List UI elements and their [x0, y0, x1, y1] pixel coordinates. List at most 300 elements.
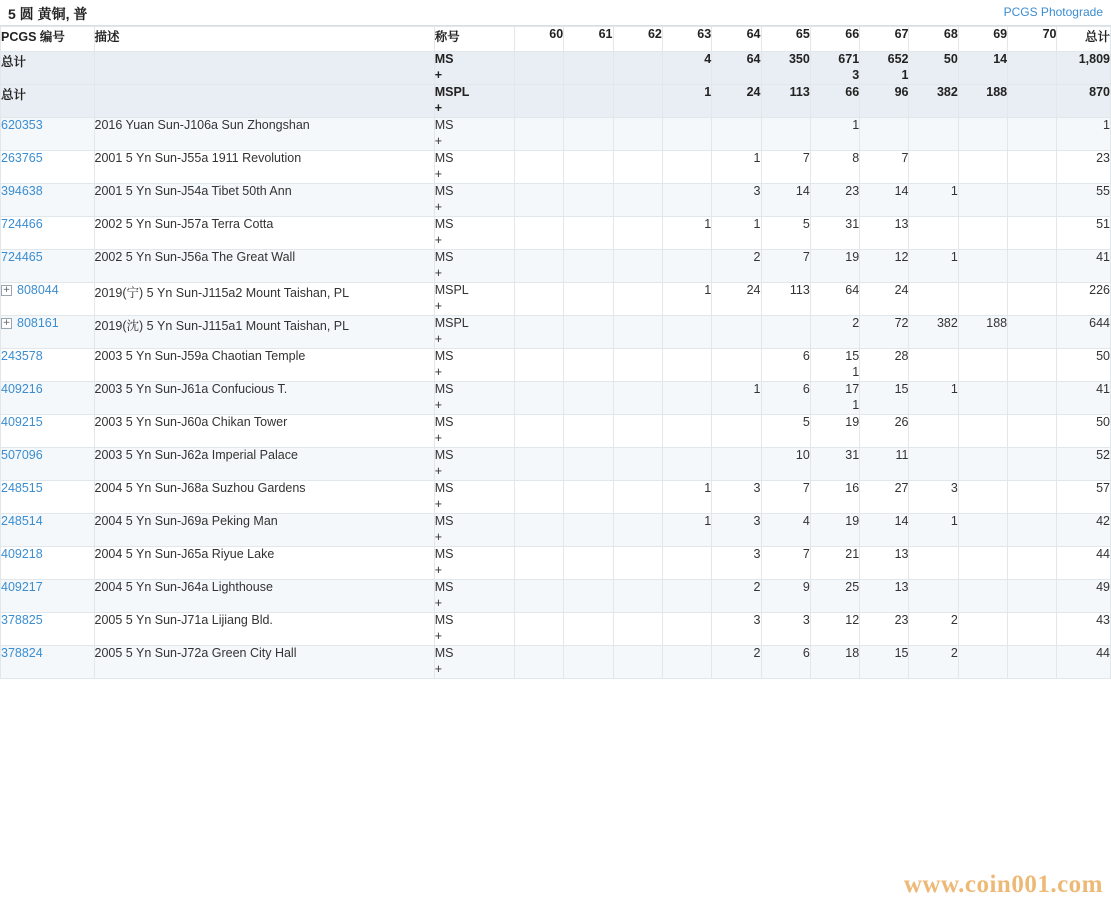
- cell-grade-68: [909, 448, 958, 481]
- column-header-description[interactable]: 描述: [94, 27, 434, 52]
- table-row[interactable]: [1, 415, 1111, 448]
- cell-grade-65: 6: [761, 382, 810, 415]
- pcgs-number-link[interactable]: 409216: [1, 382, 43, 396]
- cell-grade-68: 1: [909, 514, 958, 547]
- cell-pcgs-number: 总计: [1, 85, 95, 118]
- cell-grade-64: 3: [712, 613, 761, 646]
- cell-grade-64: [712, 316, 761, 349]
- column-header-67[interactable]: 67: [860, 27, 909, 52]
- cell-grade-62: [613, 184, 662, 217]
- column-header-68[interactable]: 68: [909, 27, 958, 52]
- cell-grade-66: 2: [810, 316, 859, 349]
- column-header-pcgs-number[interactable]: PCGS 编号: [1, 27, 95, 52]
- cell-grade-66: 8: [810, 151, 859, 184]
- column-header-total[interactable]: 总计: [1057, 27, 1111, 52]
- cell-grade-60: [514, 349, 563, 382]
- cell-total: 23: [1057, 151, 1111, 184]
- cell-grade-70: [1008, 283, 1057, 316]
- pcgs-number-link[interactable]: 507096: [1, 448, 43, 462]
- cell-grade-66: 19: [810, 415, 859, 448]
- cell-grade-60: [514, 283, 563, 316]
- cell-grade-66: 12: [810, 613, 859, 646]
- table-row[interactable]: [1, 250, 1111, 283]
- cell-grade-67: 7: [860, 151, 909, 184]
- cell-grade-66: 15 1: [810, 349, 859, 382]
- cell-grade-68: [909, 547, 958, 580]
- cell-grade-65: 9: [761, 580, 810, 613]
- cell-grade-61: [564, 349, 613, 382]
- pcgs-number-link[interactable]: 263765: [1, 151, 43, 165]
- cell-grade-67: 26: [860, 415, 909, 448]
- cell-grade-67: 24: [860, 283, 909, 316]
- cell-grade-61: [564, 481, 613, 514]
- cell-grade-67: 13: [860, 217, 909, 250]
- cell-pcgs-number: [1, 580, 95, 613]
- cell-grade-63: 1: [662, 514, 711, 547]
- cell-grade-64: 64: [712, 52, 761, 85]
- cell-grade-70: [1008, 250, 1057, 283]
- cell-grade-60: [514, 184, 563, 217]
- cell-grade-69: [958, 481, 1007, 514]
- cell-grade-60: [514, 217, 563, 250]
- cell-grade-70: [1008, 151, 1057, 184]
- cell-total: 1: [1057, 118, 1111, 151]
- pcgs-number-link[interactable]: 248514: [1, 514, 43, 528]
- cell-grade-65: 7: [761, 151, 810, 184]
- cell-grade-65: 350: [761, 52, 810, 85]
- cell-grade-63: 1: [662, 217, 711, 250]
- cell-grade-63: [662, 382, 711, 415]
- cell-designation: MS +: [434, 52, 514, 85]
- cell-grade-62: [613, 514, 662, 547]
- table-row[interactable]: [1, 580, 1111, 613]
- cell-designation: MSPL +: [434, 85, 514, 118]
- column-header-70[interactable]: 70: [1008, 27, 1057, 52]
- cell-total: 870: [1057, 85, 1111, 118]
- cell-grade-67: 11: [860, 448, 909, 481]
- table-header-row: [1, 27, 1111, 52]
- pcgs-number-link[interactable]: 248515: [1, 481, 43, 495]
- cell-grade-67: 652 1: [860, 52, 909, 85]
- cell-grade-69: [958, 283, 1007, 316]
- cell-grade-61: [564, 547, 613, 580]
- cell-description: 2004 5 Yn Sun-J68a Suzhou Gardens: [94, 481, 434, 514]
- cell-grade-67: 27: [860, 481, 909, 514]
- cell-grade-64: [712, 415, 761, 448]
- column-header-61[interactable]: 61: [564, 27, 613, 52]
- cell-description: 2005 5 Yn Sun-J72a Green City Hall: [94, 646, 434, 679]
- cell-description: 2003 5 Yn Sun-J61a Confucious T.: [94, 382, 434, 415]
- cell-grade-67: 96: [860, 85, 909, 118]
- cell-grade-67: 15: [860, 382, 909, 415]
- cell-grade-68: [909, 580, 958, 613]
- cell-grade-64: 3: [712, 481, 761, 514]
- cell-grade-63: [662, 646, 711, 679]
- pcgs-number-link[interactable]: 409215: [1, 415, 43, 429]
- cell-grade-70: [1008, 316, 1057, 349]
- cell-grade-63: [662, 151, 711, 184]
- cell-grade-66: 31: [810, 217, 859, 250]
- pcgs-number-link[interactable]: 620353: [1, 118, 43, 132]
- cell-grade-61: [564, 151, 613, 184]
- cell-description: 2001 5 Yn Sun-J55a 1911 Revolution: [94, 151, 434, 184]
- cell-designation: MS +: [434, 184, 514, 217]
- cell-grade-65: 6: [761, 646, 810, 679]
- cell-grade-60: [514, 547, 563, 580]
- cell-grade-63: [662, 250, 711, 283]
- cell-grade-61: [564, 250, 613, 283]
- pcgs-number-link[interactable]: 409218: [1, 547, 43, 561]
- cell-total: 55: [1057, 184, 1111, 217]
- cell-grade-63: 1: [662, 85, 711, 118]
- table-row[interactable]: [1, 646, 1111, 679]
- cell-grade-69: [958, 448, 1007, 481]
- cell-grade-68: [909, 118, 958, 151]
- cell-pcgs-number: [1, 316, 95, 349]
- cell-grade-64: 3: [712, 514, 761, 547]
- cell-grade-65: 3: [761, 613, 810, 646]
- cell-total: 52: [1057, 448, 1111, 481]
- table-row[interactable]: [1, 448, 1111, 481]
- cell-grade-60: [514, 85, 563, 118]
- cell-grade-63: [662, 613, 711, 646]
- cell-grade-62: [613, 448, 662, 481]
- cell-grade-63: 1: [662, 283, 711, 316]
- cell-grade-65: [761, 118, 810, 151]
- cell-grade-64: 1: [712, 151, 761, 184]
- cell-grade-68: 2: [909, 613, 958, 646]
- cell-designation: MS +: [434, 580, 514, 613]
- table-row[interactable]: [1, 118, 1111, 151]
- cell-grade-64: 3: [712, 547, 761, 580]
- pcgs-number-link[interactable]: 243578: [1, 349, 43, 363]
- cell-grade-68: 382: [909, 316, 958, 349]
- cell-grade-62: [613, 250, 662, 283]
- cell-grade-65: 4: [761, 514, 810, 547]
- cell-grade-67: 15: [860, 646, 909, 679]
- cell-grade-67: 13: [860, 547, 909, 580]
- expand-icon[interactable]: +: [2, 285, 11, 296]
- table-row[interactable]: [1, 349, 1111, 382]
- table-row[interactable]: [1, 481, 1111, 514]
- column-header-designation[interactable]: 称号: [434, 27, 514, 52]
- cell-grade-66: 17 1: [810, 382, 859, 415]
- cell-pcgs-number: [1, 184, 95, 217]
- cell-grade-62: [613, 580, 662, 613]
- cell-grade-64: 2: [712, 646, 761, 679]
- cell-pcgs-number: [1, 118, 95, 151]
- table-row[interactable]: [1, 217, 1111, 250]
- cell-grade-68: [909, 415, 958, 448]
- cell-grade-64: 3: [712, 184, 761, 217]
- cell-description: 2001 5 Yn Sun-J54a Tibet 50th Ann: [94, 184, 434, 217]
- cell-pcgs-number: [1, 514, 95, 547]
- table-header: [1, 27, 1111, 52]
- pcgs-number-link[interactable]: 724465: [1, 250, 43, 264]
- cell-grade-62: [613, 382, 662, 415]
- table-row[interactable]: [1, 184, 1111, 217]
- column-header-66[interactable]: 66: [810, 27, 859, 52]
- cell-description: 2019(沈) 5 Yn Sun-J115a1 Mount Taishan, PL: [94, 316, 434, 349]
- column-header-65[interactable]: 65: [761, 27, 810, 52]
- cell-pcgs-number: [1, 382, 95, 415]
- cell-grade-66: 671 3: [810, 52, 859, 85]
- table-row[interactable]: [1, 547, 1111, 580]
- cell-total: 41: [1057, 382, 1111, 415]
- cell-total: 51: [1057, 217, 1111, 250]
- cell-grade-61: [564, 184, 613, 217]
- cell-total: 41: [1057, 250, 1111, 283]
- cell-grade-61: [564, 514, 613, 547]
- cell-designation: MS +: [434, 547, 514, 580]
- cell-designation: MS +: [434, 118, 514, 151]
- cell-grade-64: 2: [712, 580, 761, 613]
- table-row[interactable]: [1, 151, 1111, 184]
- cell-grade-67: 14: [860, 184, 909, 217]
- cell-grade-64: [712, 118, 761, 151]
- cell-designation: MS +: [434, 382, 514, 415]
- cell-grade-69: 14: [958, 52, 1007, 85]
- cell-pcgs-number: [1, 646, 95, 679]
- cell-grade-61: [564, 217, 613, 250]
- cell-grade-67: 72: [860, 316, 909, 349]
- cell-grade-68: [909, 151, 958, 184]
- cell-grade-60: [514, 580, 563, 613]
- cell-grade-69: [958, 184, 1007, 217]
- cell-grade-62: [613, 547, 662, 580]
- cell-grade-63: [662, 580, 711, 613]
- cell-total: 644: [1057, 316, 1111, 349]
- cell-grade-60: [514, 151, 563, 184]
- cell-grade-66: 23: [810, 184, 859, 217]
- cell-designation: MSPL +: [434, 283, 514, 316]
- cell-grade-64: 24: [712, 283, 761, 316]
- cell-grade-62: [613, 85, 662, 118]
- cell-grade-66: 31: [810, 448, 859, 481]
- cell-grade-65: 7: [761, 547, 810, 580]
- cell-total: 49: [1057, 580, 1111, 613]
- cell-grade-61: [564, 382, 613, 415]
- cell-grade-66: 19: [810, 250, 859, 283]
- cell-grade-68: [909, 283, 958, 316]
- cell-grade-68: 1: [909, 250, 958, 283]
- cell-grade-69: [958, 118, 1007, 151]
- cell-grade-70: [1008, 481, 1057, 514]
- cell-grade-68: 1: [909, 382, 958, 415]
- cell-grade-61: [564, 646, 613, 679]
- cell-grade-63: [662, 547, 711, 580]
- cell-grade-67: 13: [860, 580, 909, 613]
- cell-grade-65: 113: [761, 283, 810, 316]
- cell-grade-62: [613, 283, 662, 316]
- cell-grade-69: 188: [958, 85, 1007, 118]
- cell-grade-70: [1008, 118, 1057, 151]
- cell-grade-67: 23: [860, 613, 909, 646]
- cell-grade-65: 113: [761, 85, 810, 118]
- cell-designation: MS +: [434, 151, 514, 184]
- cell-designation: MS +: [434, 514, 514, 547]
- cell-grade-65: 10: [761, 448, 810, 481]
- cell-grade-67: 14: [860, 514, 909, 547]
- cell-pcgs-number: [1, 217, 95, 250]
- cell-grade-60: [514, 250, 563, 283]
- cell-grade-60: [514, 415, 563, 448]
- cell-grade-65: 5: [761, 415, 810, 448]
- cell-grade-69: [958, 613, 1007, 646]
- cell-grade-63: [662, 316, 711, 349]
- cell-description: 2004 5 Yn Sun-J64a Lighthouse: [94, 580, 434, 613]
- cell-grade-65: 14: [761, 184, 810, 217]
- cell-total: 1,809: [1057, 52, 1111, 85]
- cell-grade-68: 1: [909, 184, 958, 217]
- cell-grade-63: 4: [662, 52, 711, 85]
- cell-grade-70: [1008, 85, 1057, 118]
- cell-grade-62: [613, 613, 662, 646]
- cell-grade-69: [958, 547, 1007, 580]
- cell-grade-61: [564, 448, 613, 481]
- cell-grade-69: [958, 415, 1007, 448]
- cell-grade-70: [1008, 415, 1057, 448]
- table-row[interactable]: [1, 316, 1111, 349]
- cell-pcgs-number: [1, 547, 95, 580]
- cell-grade-60: [514, 382, 563, 415]
- cell-description: 2016 Yuan Sun-J106a Sun Zhongshan: [94, 118, 434, 151]
- cell-grade-60: [514, 481, 563, 514]
- cell-grade-70: [1008, 184, 1057, 217]
- cell-grade-60: [514, 514, 563, 547]
- cell-total: 42: [1057, 514, 1111, 547]
- cell-grade-66: 21: [810, 547, 859, 580]
- cell-grade-70: [1008, 580, 1057, 613]
- cell-grade-67: 28: [860, 349, 909, 382]
- cell-grade-66: 1: [810, 118, 859, 151]
- header-bar: [0, 0, 1111, 26]
- cell-grade-64: [712, 349, 761, 382]
- cell-grade-61: [564, 316, 613, 349]
- cell-description: 2019(宁) 5 Yn Sun-J115a2 Mount Taishan, PL: [94, 283, 434, 316]
- cell-grade-68: 2: [909, 646, 958, 679]
- cell-description: 2002 5 Yn Sun-J56a The Great Wall: [94, 250, 434, 283]
- pcgs-number-link[interactable]: 409217: [1, 580, 43, 594]
- cell-total: 44: [1057, 547, 1111, 580]
- cell-pcgs-number: [1, 481, 95, 514]
- cell-grade-64: 1: [712, 382, 761, 415]
- cell-grade-61: [564, 580, 613, 613]
- cell-grade-61: [564, 118, 613, 151]
- cell-grade-69: [958, 349, 1007, 382]
- cell-grade-62: [613, 118, 662, 151]
- cell-pcgs-number: [1, 250, 95, 283]
- column-header-63[interactable]: 63: [662, 27, 711, 52]
- cell-grade-70: [1008, 613, 1057, 646]
- cell-pcgs-number: [1, 349, 95, 382]
- cell-description: 2003 5 Yn Sun-J62a Imperial Palace: [94, 448, 434, 481]
- table-summary-row: [1, 52, 1111, 85]
- cell-grade-64: 1: [712, 217, 761, 250]
- cell-grade-70: [1008, 217, 1057, 250]
- table-row[interactable]: [1, 613, 1111, 646]
- cell-grade-69: [958, 514, 1007, 547]
- cell-grade-67: [860, 118, 909, 151]
- table-row[interactable]: [1, 514, 1111, 547]
- cell-total: 43: [1057, 613, 1111, 646]
- table-row[interactable]: [1, 382, 1111, 415]
- cell-total: 57: [1057, 481, 1111, 514]
- pcgs-number-link[interactable]: 808044: [17, 283, 59, 297]
- cell-description: [94, 52, 434, 85]
- cell-description: [94, 85, 434, 118]
- expand-icon[interactable]: +: [2, 318, 11, 329]
- cell-grade-60: [514, 613, 563, 646]
- cell-grade-63: [662, 118, 711, 151]
- pcgs-number-link[interactable]: 378824: [1, 646, 43, 660]
- cell-description: 2004 5 Yn Sun-J65a Riyue Lake: [94, 547, 434, 580]
- cell-grade-68: 3: [909, 481, 958, 514]
- table-row[interactable]: [1, 283, 1111, 316]
- population-table: [0, 26, 1111, 679]
- pcgs-number-link[interactable]: 724466: [1, 217, 43, 231]
- cell-grade-69: [958, 580, 1007, 613]
- cell-grade-70: [1008, 382, 1057, 415]
- cell-grade-61: [564, 613, 613, 646]
- cell-grade-61: [564, 52, 613, 85]
- cell-grade-60: [514, 448, 563, 481]
- cell-designation: MS +: [434, 415, 514, 448]
- cell-grade-61: [564, 283, 613, 316]
- cell-designation: MS +: [434, 448, 514, 481]
- cell-description: 2003 5 Yn Sun-J60a Chikan Tower: [94, 415, 434, 448]
- cell-description: 2002 5 Yn Sun-J57a Terra Cotta: [94, 217, 434, 250]
- cell-grade-68: 50: [909, 52, 958, 85]
- table-summary-row: [1, 85, 1111, 118]
- pcgs-photograde-link[interactable]: PCGS Photograde: [1003, 5, 1103, 19]
- pcgs-number-link[interactable]: 808161: [17, 316, 59, 330]
- column-header-64[interactable]: 64: [712, 27, 761, 52]
- cell-grade-70: [1008, 514, 1057, 547]
- cell-grade-69: [958, 382, 1007, 415]
- cell-pcgs-number: [1, 283, 95, 316]
- cell-grade-67: 12: [860, 250, 909, 283]
- cell-grade-62: [613, 52, 662, 85]
- column-header-62[interactable]: 62: [613, 27, 662, 52]
- cell-grade-69: [958, 646, 1007, 679]
- site-watermark: www.coin001.com: [903, 871, 1103, 898]
- pcgs-number-link[interactable]: 394638: [1, 184, 43, 198]
- cell-grade-69: [958, 217, 1007, 250]
- column-header-69[interactable]: 69: [958, 27, 1007, 52]
- cell-grade-63: [662, 184, 711, 217]
- pcgs-number-link[interactable]: 378825: [1, 613, 43, 627]
- cell-grade-70: [1008, 646, 1057, 679]
- cell-grade-65: 7: [761, 250, 810, 283]
- cell-grade-62: [613, 415, 662, 448]
- cell-designation: MS +: [434, 646, 514, 679]
- cell-grade-63: [662, 448, 711, 481]
- cell-pcgs-number: [1, 448, 95, 481]
- cell-grade-66: 64: [810, 283, 859, 316]
- cell-grade-66: 18: [810, 646, 859, 679]
- cell-grade-65: 5: [761, 217, 810, 250]
- page-title: 5 圆 黄铜, 普: [8, 6, 88, 22]
- cell-grade-63: 1: [662, 481, 711, 514]
- cell-total: 50: [1057, 349, 1111, 382]
- cell-total: 50: [1057, 415, 1111, 448]
- cell-grade-69: [958, 151, 1007, 184]
- column-header-60[interactable]: 60: [514, 27, 563, 52]
- cell-grade-62: [613, 217, 662, 250]
- cell-grade-62: [613, 316, 662, 349]
- cell-designation: MSPL +: [434, 316, 514, 349]
